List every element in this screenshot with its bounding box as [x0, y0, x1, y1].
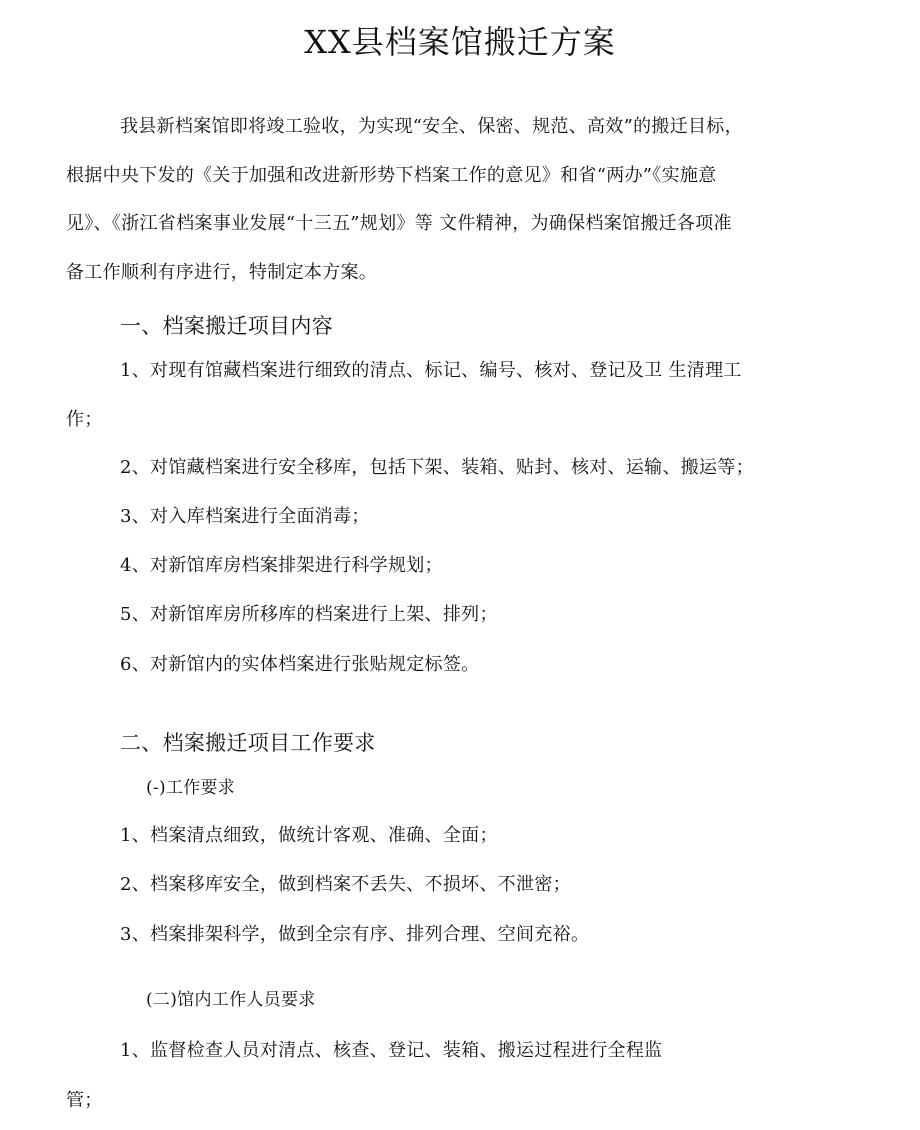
- section-1-item-1: 1、对现有馆藏档案进行细致的清点、标记、编号、核对、登记及卫 生清理工: [120, 360, 742, 381]
- intro-line-2: 根据中央下发的《关于加强和改进新形势下档案工作的意见》和省“两办”《实施意: [66, 165, 717, 186]
- section-1-item-3: 3、对入库档案进行全面消毒；: [120, 506, 370, 527]
- section-1-item-6: 6、对新馆内的实体档案进行张贴规定标签。: [120, 654, 480, 675]
- section-1-item-4: 4、对新馆库房档案排架进行科学规划；: [120, 555, 443, 576]
- section-2-sub-1-item-2: 2、档案移库安全，做到档案不丢失、不损坏、不泄密；: [120, 874, 571, 895]
- section-1-item-2: 2、对馆藏档案进行安全移库，包括下架、装箱、贴封、核对、运输、搬运等；: [120, 457, 754, 478]
- intro-line-3: 见》、《浙江省档案事业发展“十三五”规划》等 文件精神，为确保档案馆搬迁各项准: [66, 213, 732, 234]
- intro-line-1: 我县新档案馆即将竣工验收，为实现“安全、保密、规范、高效”的搬迁目标，: [120, 116, 743, 137]
- document-title: XX县档案馆搬迁方案: [304, 23, 616, 61]
- section-1-heading: 一、档案搬迁项目内容: [120, 314, 333, 338]
- section-2-sub-2-heading: (二)馆内工作人员要求: [146, 990, 316, 1010]
- intro-line-4: 备工作顺利有序进行，特制定本方案。: [66, 262, 378, 283]
- section-2-sub-1-heading: (-)工作要求: [146, 778, 236, 798]
- section-2-heading: 二、档案搬迁项目工作要求: [120, 731, 376, 755]
- section-2-sub-1-item-3: 3、档案排架科学，做到全宗有序、排列合理、空间充裕。: [120, 924, 590, 945]
- section-2-sub-2-item-1: 1、监督检查人员对清点、核查、登记、装箱、搬运过程进行全程监: [120, 1040, 663, 1061]
- section-2-sub-2-item-1-cont: 管；: [66, 1090, 103, 1111]
- section-2-sub-1-item-1: 1、档案清点细致，做统计客观、准确、全面；: [120, 825, 498, 846]
- section-1-item-1-cont: 作；: [66, 409, 103, 430]
- section-1-item-5: 5、对新馆库房所移库的档案进行上架、排列；: [120, 604, 498, 625]
